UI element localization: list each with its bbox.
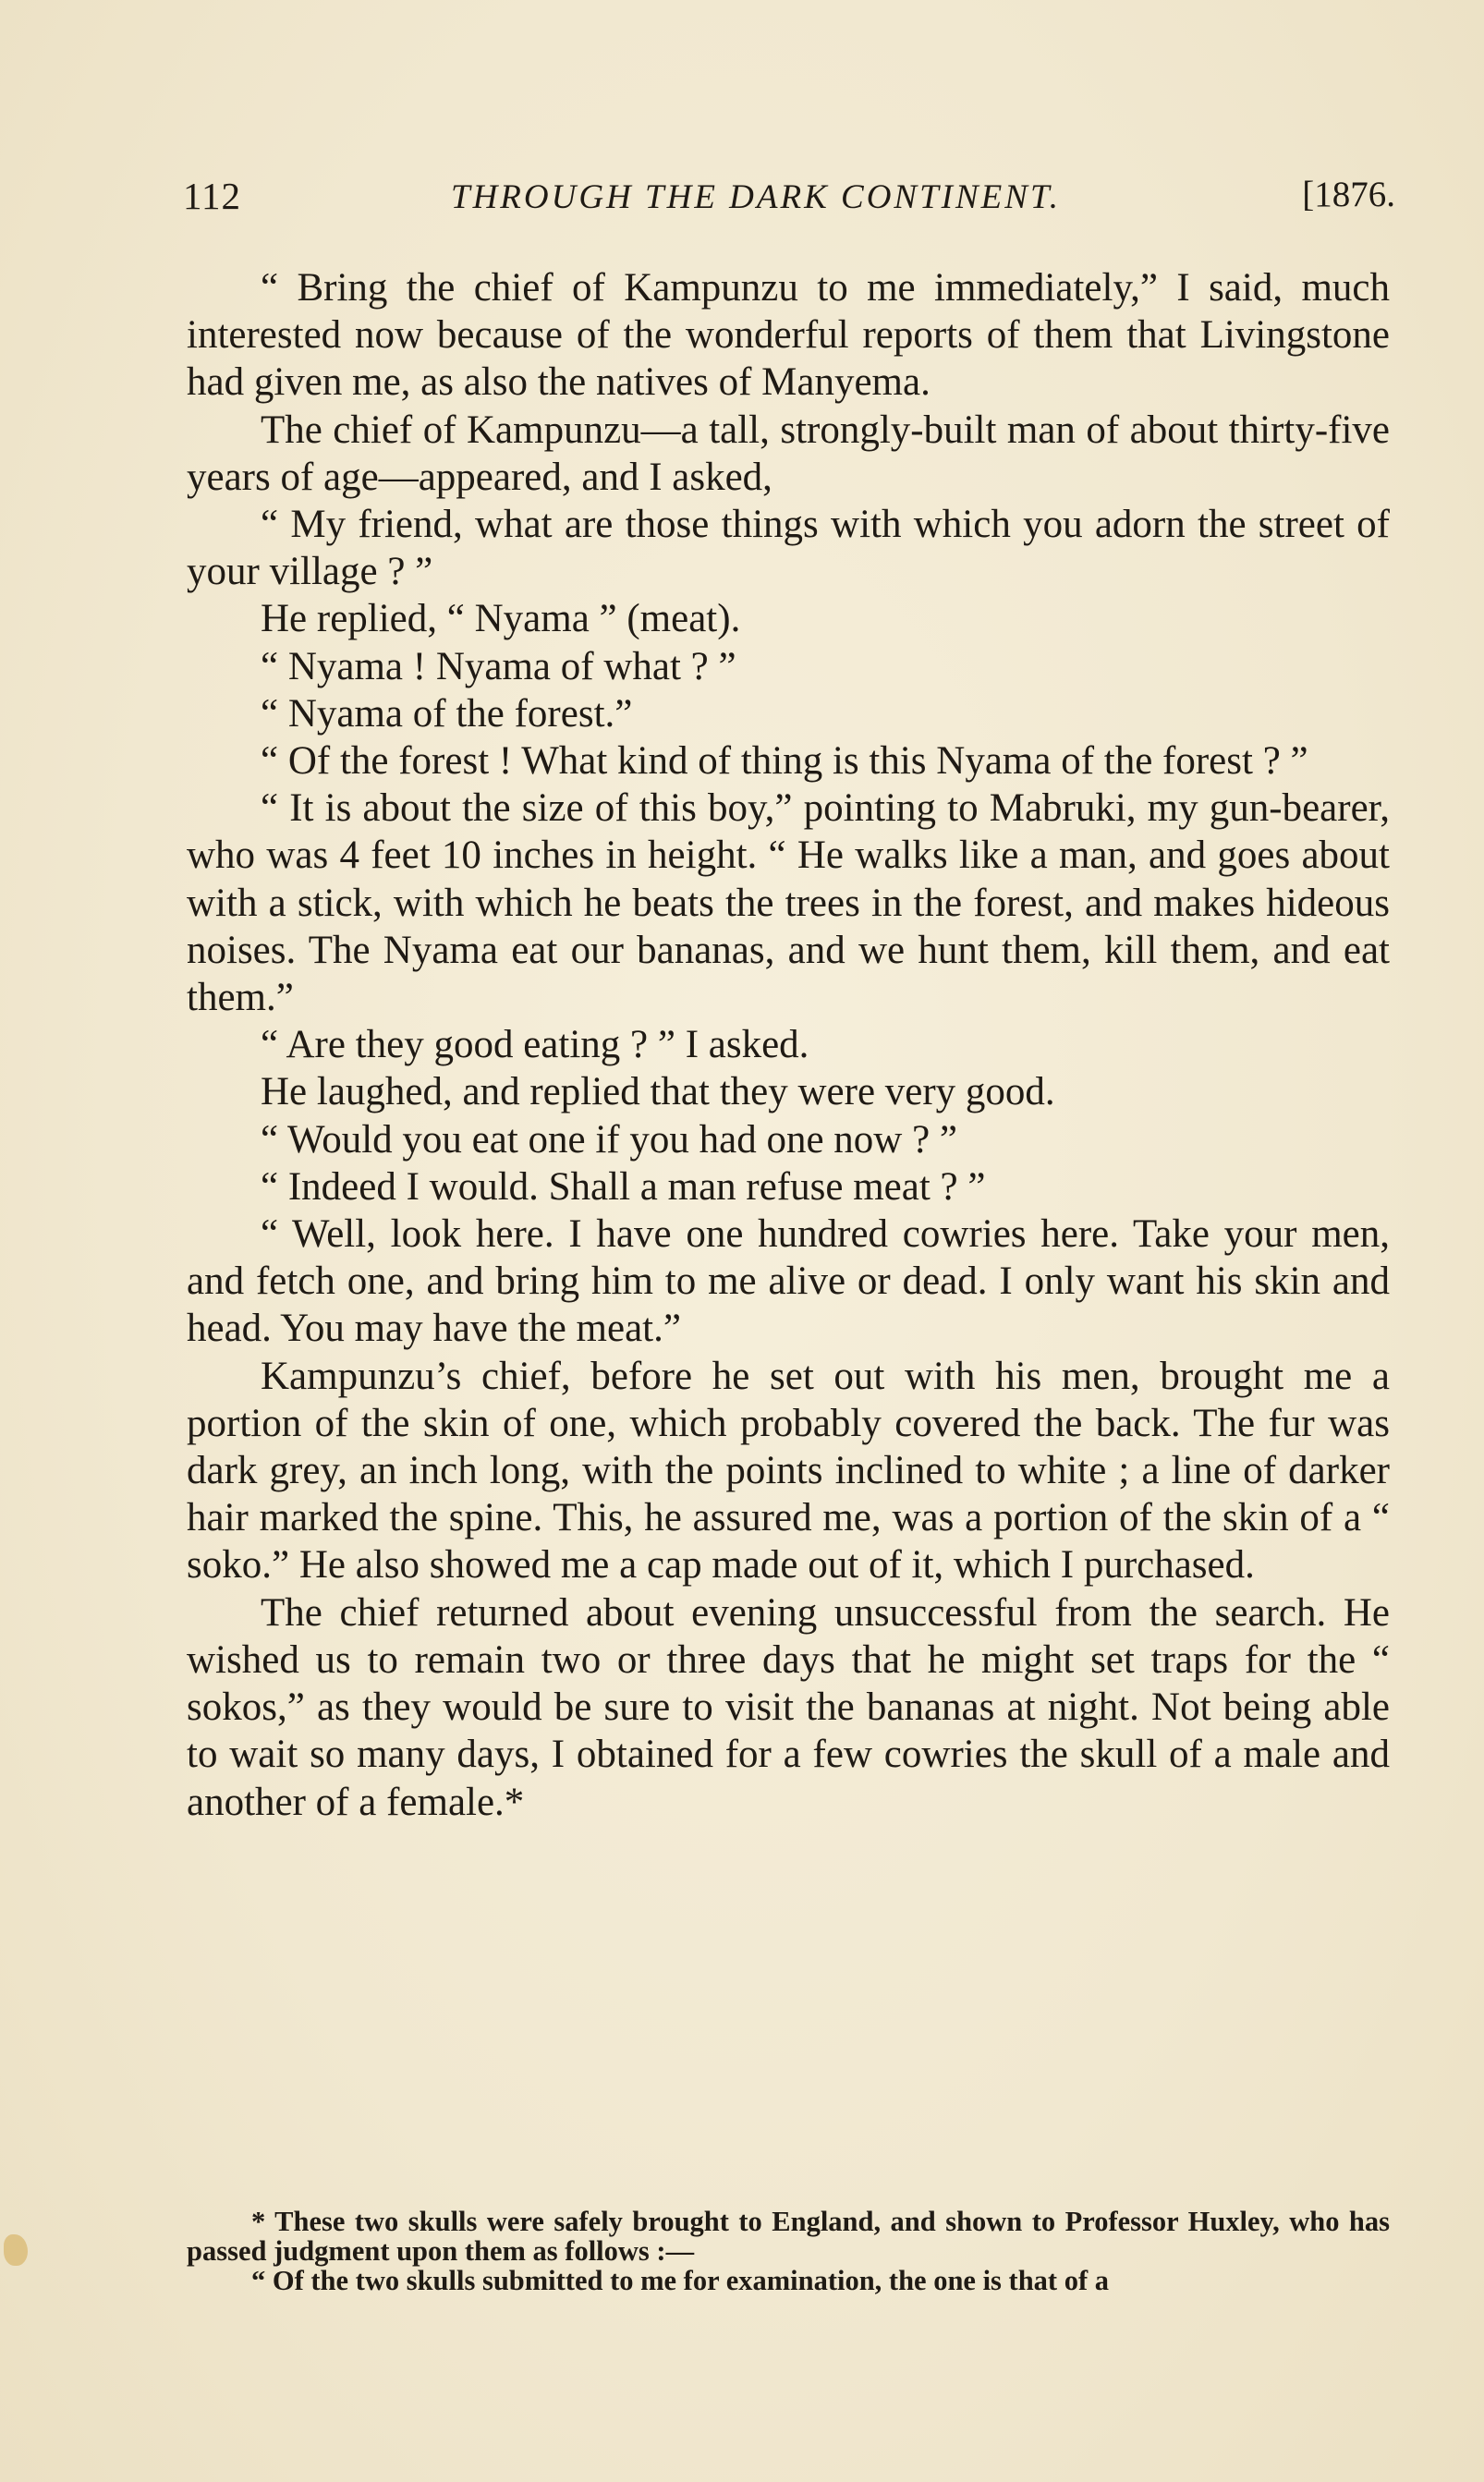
footnote [187,2207,1390,2295]
paragraph: “ It is about the size of this boy,” pointing to Mabruki, my gun-bearer, who was 4 feet 10 inches in height. “ He walks like a man, and goes about with a stick, with which he beats the trees in the forest, and makes hideous noises. The Nyama eat our bananas, and we hunt them, kill them, and eat them.” [187,786,1390,1020]
paragraph: “ Nyama of the forest.” [261,691,633,736]
paragraph: “ Of the forest ! What kind of thing is this Nyama of the forest ? ” [261,739,1308,784]
running-title: THROUGH THE DARK CONTINENT. [451,178,1062,216]
paragraph: He replied, “ Nyama ” (meat). [261,597,741,641]
main-text [187,264,1390,1826]
paragraph: He laughed, and replied that they were very good. [261,1070,1055,1114]
page-number: 112 [183,175,241,217]
footnote-line: “ Of the two skulls submitted to me for examination, the one is that of a [251,2265,1109,2296]
paragraph: “ Are they good eating ? ” I asked. [261,1023,809,1067]
page-header [183,174,1395,229]
paragraph: “ Well, look here. I have one hundred cowries here. Take your men, and fetch one, and bring him to me alive or dead. I only want his skin and head. You may have the meat.” [187,1212,1390,1351]
paragraph: “ Nyama ! Nyama of what ? ” [261,644,736,688]
paragraph: The chief of Kampunzu—a tall, strongly-built man of about thirty-five years of age—appeared, and I asked, [187,408,1390,499]
paragraph: “ My friend, what are those things with which you adorn the street of your village ? ” [187,503,1390,594]
paragraph: “ Would you eat one if you had one now ? ” [261,1117,958,1162]
year-marker: [1876. [1302,175,1395,214]
footnote-line: * These two skulls were safely brought to England, and shown to Professor Huxley, who has passed judgment upon them as follows :— [187,2206,1390,2267]
page-stain-mark [4,2234,28,2266]
paragraph: “ Indeed I would. Shall a man refuse meat ? ” [261,1164,986,1209]
paragraph: Kampunzu’s chief, before he set out with his men, brought me a portion of the skin of one, which probably covered the back. The fur was dark grey, an inch long, with the points inclined to white ; a line of darker hair marked the spine. This, he assured me, was a portion of the skin of a “ soko.” He also showed me a cap made out of it, which I purchased. [187,1354,1390,1588]
paragraph: “ Bring the chief of Kampunzu to me immediately,” I said, much interested now because of the wonderful reports of them that Livingstone had given me, as also the natives of Manyema. [187,266,1390,405]
paragraph: The chief returned about evening unsuccessful from the search. He wished us to remain two or three days that he might set traps for the “ sokos,” as they would be sure to visit the bananas at night. Not being able to wait so many days, I obtained for a few cowries the skull of a male and another of a female.* [187,1590,1390,1824]
